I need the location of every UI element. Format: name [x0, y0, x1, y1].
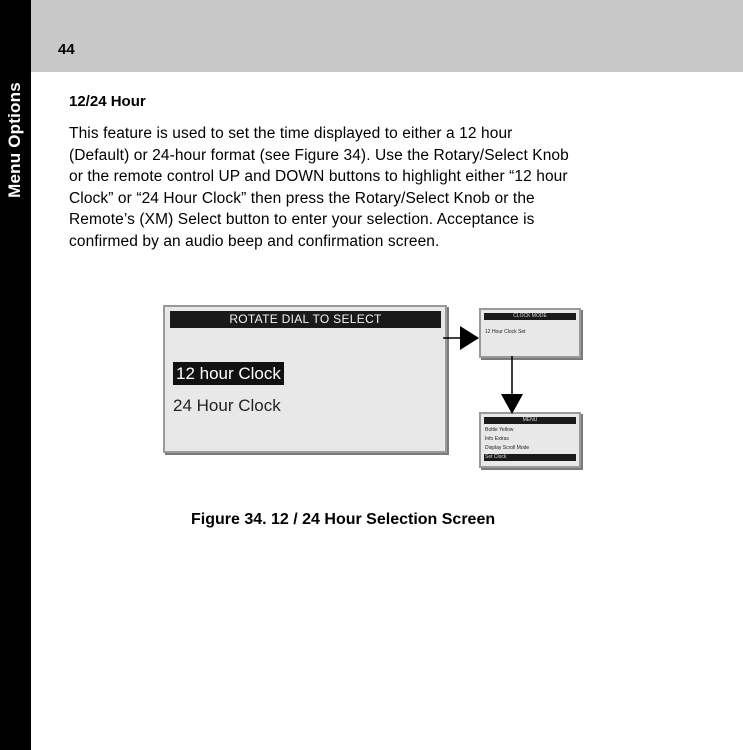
- menu-screen-item: Bottle Yellow: [485, 427, 514, 433]
- figure-caption: Figure 34. 12 / 24 Hour Selection Screen: [191, 511, 496, 528]
- body-line: Clock” or “24 Hour Clock” then press the Rotary/Select Knob or the: [69, 189, 535, 207]
- option-24-hour-clock: 24 Hour Clock: [173, 396, 281, 415]
- body-line: This feature is used to set the time displayed to either a 12 hour: [69, 125, 513, 142]
- menu-screen-item: Display Scroll Mode: [485, 445, 530, 451]
- option-12-hour-clock: 12 hour Clock: [173, 362, 284, 385]
- menu-screen-item: Info Extras: [485, 436, 509, 442]
- arrow-head-down: [501, 394, 523, 414]
- section-heading: 12/24 Hour: [69, 93, 146, 110]
- body-line: Remote’s (XM) Select button to enter your selection. Acceptance is: [69, 211, 535, 228]
- confirm-screen-title: CLOCK MODE: [484, 313, 576, 320]
- menu-screen-title: MENU: [484, 417, 576, 424]
- body-line: (Default) or 24-hour format (see Figure 34). Use the Rotary/Select Knob: [69, 146, 569, 164]
- main-screen-title: ROTATE DIAL TO SELECT: [170, 311, 441, 328]
- page-number: 44: [58, 41, 75, 58]
- arrow-head-right: [460, 326, 479, 350]
- menu-screen-item-selected: Set Clock: [484, 454, 576, 461]
- body-line: confirmed by an audio beep and confirmation screen.: [69, 232, 440, 250]
- body-line: or the remote control UP and DOWN buttons to highlight either “12 hour: [69, 168, 568, 185]
- confirm-screen-line: 12 Hour Clock Set: [485, 329, 526, 335]
- side-tab-label: Menu Options: [5, 82, 24, 198]
